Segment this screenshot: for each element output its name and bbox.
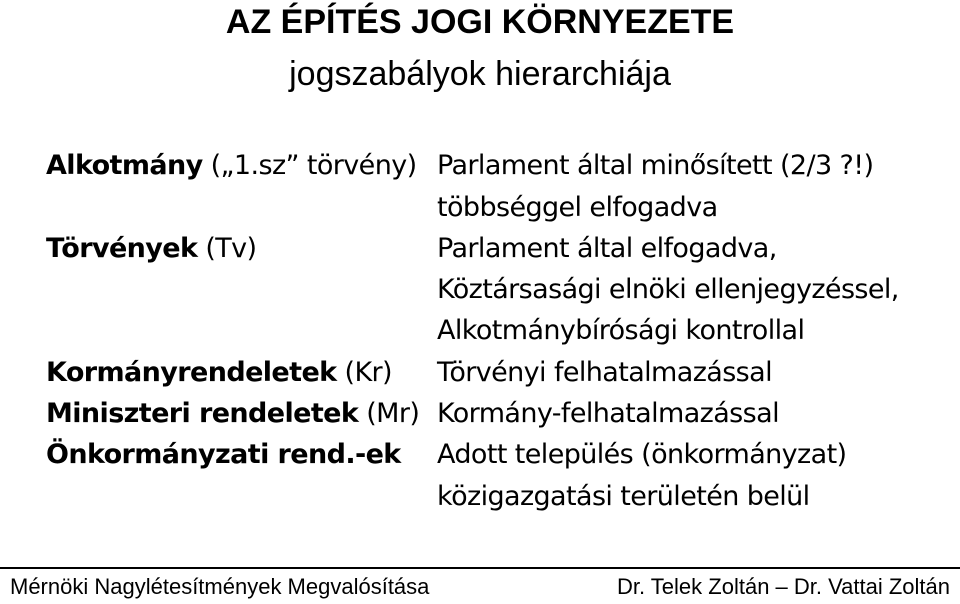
law-type-alkotmany [46, 150, 417, 182]
law-description-line: közigazgatási területén belül [437, 481, 810, 512]
law-type-detail: („1.sz” törvény) [202, 150, 417, 181]
law-type-name: Alkotmány [46, 150, 203, 181]
law-type-miniszteri-rendeletek [46, 398, 419, 430]
law-type-name: Törvények [46, 233, 198, 264]
law-description-line: Köztársasági elnöki ellenjegyzéssel, [437, 274, 899, 305]
footer-divider [0, 567, 960, 569]
law-type-name: Miniszteri rendeletek [46, 398, 359, 429]
law-type-detail: (Tv) [197, 233, 257, 264]
law-description-line: Kormány-felhatalmazással [437, 398, 779, 429]
law-description-line: többséggel elfogadva [437, 192, 718, 223]
law-type-detail: (Mr) [358, 398, 420, 429]
footer-authors: Dr. Telek Zoltán – Dr. Vattai Zoltán [616, 574, 950, 599]
slide-subtitle: jogszabályok hierarchiája [289, 55, 671, 93]
law-type-kormanyrendeletek [46, 357, 392, 389]
law-type-onkormanyzati-rendeletek [46, 439, 401, 471]
law-description-line: Alkotmánybírósági kontrollal [437, 315, 805, 346]
slide-title: AZ ÉPÍTÉS JOGI KÖRNYEZETE [225, 3, 735, 41]
law-type-name: Önkormányzati rend.-ek [46, 439, 401, 470]
law-type-name: Kormányrendeletek [46, 357, 337, 388]
law-description-line: Adott település (önkormányzat) [437, 439, 847, 470]
law-description-line: Törvényi felhatalmazással [437, 357, 772, 388]
law-type-detail: (Kr) [336, 357, 392, 388]
law-description-line: Parlament által minősített (2/3 ?!) [437, 150, 874, 181]
law-type-torvenyek [46, 233, 256, 265]
footer-course-title: Mérnöki Nagylétesítmények Megvalósítása [10, 574, 430, 599]
law-description-line: Parlament által elfogadva, [437, 233, 777, 264]
